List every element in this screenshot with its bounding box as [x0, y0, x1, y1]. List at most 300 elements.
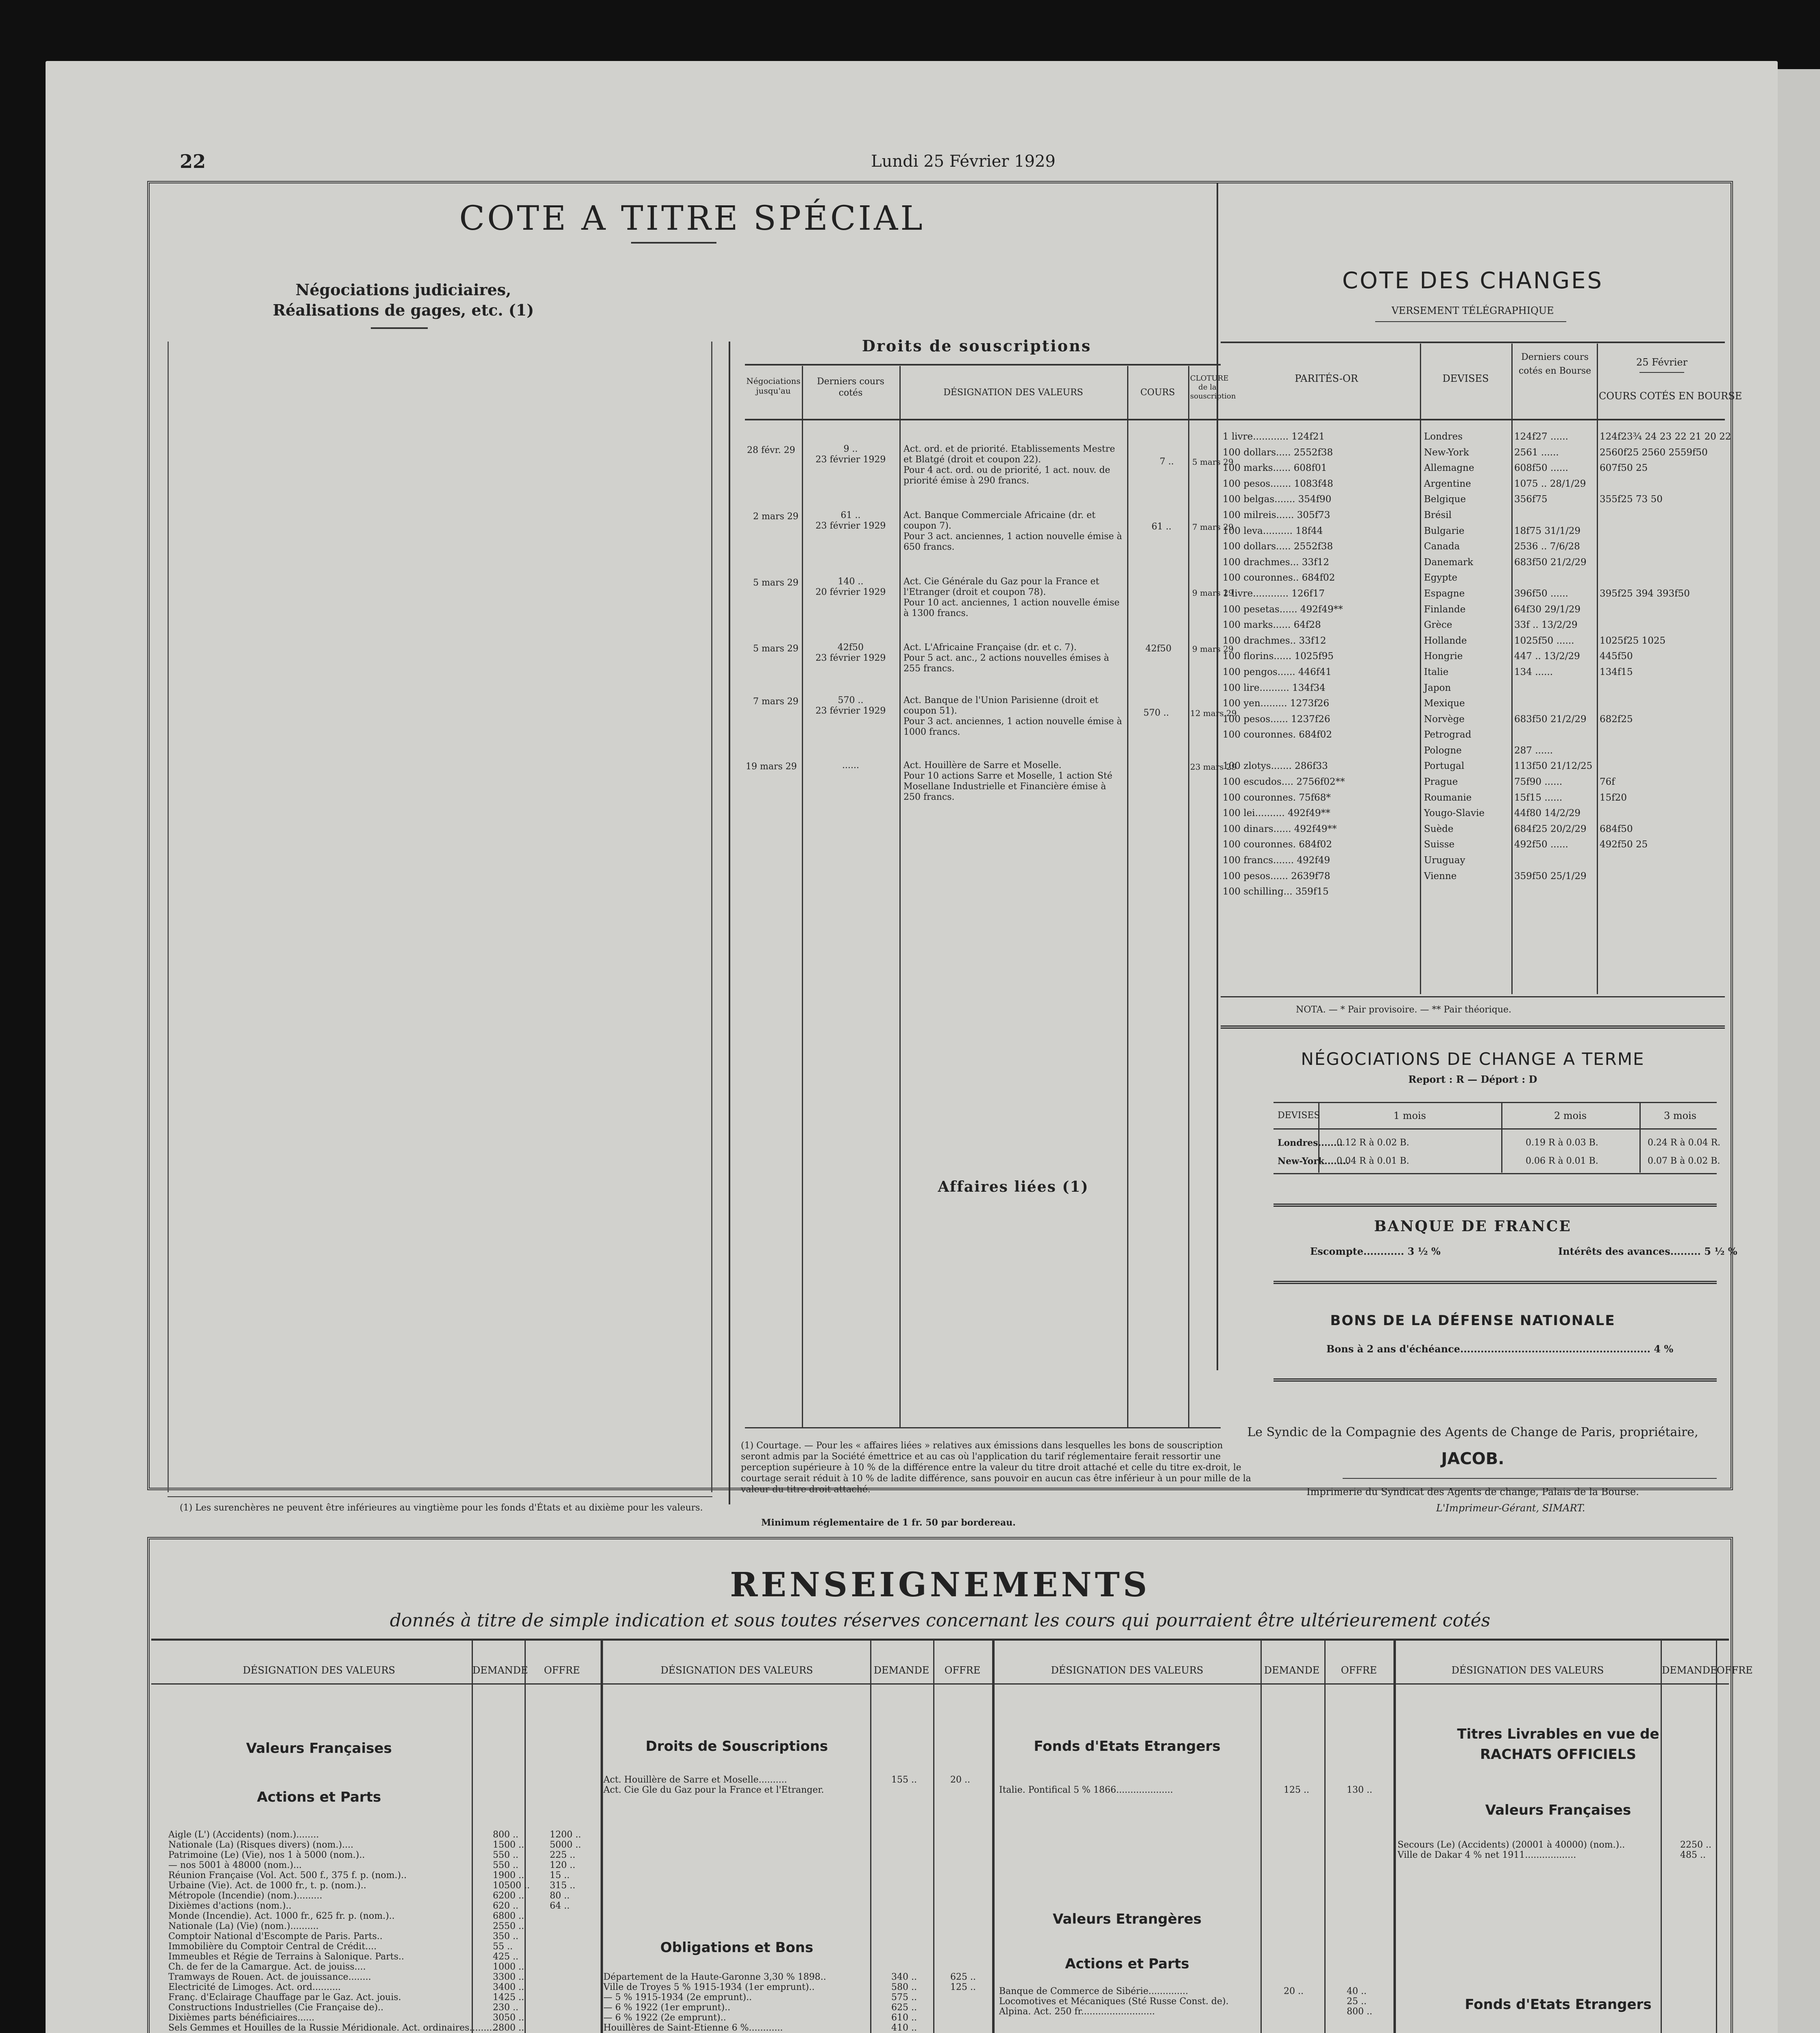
droits-row-date: 28 févr. 29 [747, 445, 795, 455]
changes-cell: 33f .. 13/2/29 [1514, 620, 1578, 631]
rens-item: Secours (Le) (Accidents) (20001 à 40000) (nom.).. [1398, 1840, 1625, 1850]
changes-cell: 684f50 [1600, 823, 1633, 834]
rens-demande: 155 .. [891, 1775, 917, 1785]
rens-h-offre: OFFRE [1717, 1665, 1753, 1676]
rens-demande: 425 .. [493, 1952, 518, 1962]
droits-row-date: 19 mars 29 [746, 762, 797, 772]
changes-cell: New-York [1424, 447, 1469, 458]
rens-item: Monde (Incendie). Act. 1000 fr., 625 fr. p. (nom.).. [168, 1911, 395, 1921]
changes-cell: 1075 .. 28/1/29 [1514, 478, 1586, 489]
changes-cell: 682f25 [1600, 714, 1633, 725]
changes-cell: 2536 .. 7/6/28 [1514, 541, 1580, 552]
rens-offre: 5000 .. [550, 1840, 581, 1850]
changes-cell: 100 pesos...... 2639f78 [1223, 871, 1330, 882]
rens-item: Electricité de Limoges. Act. ord.......... [168, 1982, 341, 1992]
changes-cell: Espagne [1424, 588, 1465, 599]
terme-row-value: 0.24 R à 0.04 R. [1648, 1138, 1721, 1148]
rens-demande: 230 .. [493, 2003, 518, 2013]
changes-cell: 113f50 21/12/25 [1514, 761, 1593, 772]
rens-col-rule [601, 1641, 603, 2033]
changes-h-devises: DEVISES [1442, 373, 1489, 384]
changes-devises-column [1424, 429, 1509, 900]
droits-row-cours: 42f50 [1145, 644, 1172, 654]
rens-offre: 125 .. [950, 1982, 976, 1992]
courtage-rule [745, 1427, 1221, 1428]
rens-item: Urbaine (Vie). Act. de 1000 fr., t. p. (nom.).. [168, 1881, 366, 1891]
rens-demande: 800 .. [493, 1830, 518, 1840]
droits-title: Droits de souscriptions [862, 337, 1092, 355]
changes-cell: Yougo-Slavie [1424, 808, 1485, 819]
changes-sub-rule [1375, 321, 1566, 322]
changes-cell: 100 escudos.... 2756f02** [1223, 777, 1345, 788]
changes-col-rule [1511, 344, 1513, 994]
rens-offre: 64 .. [550, 1901, 570, 1911]
changes-cell [1600, 743, 1724, 759]
rens-demande: 620 .. [493, 1901, 518, 1911]
terme-col-rule [1639, 1103, 1641, 1173]
rens-col3-items [999, 1785, 1259, 1795]
changes-cell [1600, 539, 1724, 555]
rens-col4-h2: Valeurs Françaises [1485, 1802, 1631, 1818]
changes-cell: 395f25 394 393f50 [1600, 588, 1690, 599]
rens-col2-demande [891, 1775, 930, 1785]
droits-h-cours: COURS [1140, 387, 1175, 398]
droits-row-close: 5 mars 29 [1192, 457, 1234, 467]
terme-col-rule [1501, 1103, 1502, 1173]
changes-cell [1600, 617, 1724, 633]
changes-head-top [1221, 342, 1725, 343]
terme-row-value: 0.04 R à 0.01 B. [1337, 1156, 1409, 1166]
rens-h-demande: DEMANDE [1264, 1665, 1320, 1676]
changes-date-rule [1639, 372, 1684, 373]
droits-row-date: 5 mars 29 [753, 644, 799, 654]
rens-demande: 485 .. [1680, 1850, 1706, 1860]
changes-cell: 100 dollars..... 2552f38 [1223, 541, 1333, 552]
rens-offre: 800 .. [1347, 2007, 1372, 2017]
changes-title: COTE DES CHANGES [1342, 268, 1604, 294]
droits-h-close: CLOTURE de la souscription [1190, 374, 1236, 401]
rens-offre: 40 .. [1347, 1986, 1367, 1996]
changes-cell: 684f25 20/2/29 [1514, 823, 1587, 834]
rens-offre: 120 .. [550, 1860, 575, 1870]
changes-cell [1600, 884, 1724, 900]
terme-h-devises: DEVISES [1278, 1110, 1320, 1121]
rens-col1-items [168, 1830, 498, 2033]
droits-row-last: ...... [842, 760, 859, 771]
syndic-top-rule [1274, 1378, 1717, 1382]
terme-table-top [1274, 1102, 1717, 1103]
rens-offre: 625 .. [950, 1972, 976, 1982]
rens-item: Comptoir National d'Escompte de Paris. Parts.. [168, 1931, 383, 1942]
rens-item: Franç. d'Eclairage Chauffage par le Gaz. Act. jouis. [168, 1992, 401, 2003]
droits-row-desig: Act. ord. et de priorité. Etablissements Mestre et Blatgé (droit et coupon 22). Pour 4 act. ord. ou de priorité, 1 act. nouv. de priorité émise à 290 francs. [903, 444, 1115, 486]
syndic-name: JACOB. [1441, 1450, 1504, 1468]
syndic-rule [1343, 1478, 1717, 1479]
changes-cell: 100 zlotys....... 286f33 [1223, 761, 1328, 772]
changes-cell [1514, 884, 1596, 900]
judiciaires-footnote: (1) Les surenchères ne peuvent être inférieures au vingtième pour les fonds d'États et au dixième pour les valeurs. [180, 1503, 703, 1513]
droits-h-last: Derniers cours cotés [817, 377, 884, 398]
changes-derniers-column [1514, 429, 1596, 900]
terme-row-value: 0.06 R à 0.01 B. [1526, 1156, 1598, 1166]
rens-demande: 20 .. [1284, 1986, 1304, 1996]
rens-item: — 6 % 1922 (2e emprunt).. [603, 2013, 726, 2023]
rens-item: Ville de Troyes 5 % 1915-1934 (1er emprunt).. [603, 1982, 815, 1992]
droits-row-last: 570 .. 23 février 1929 [815, 695, 886, 716]
rens-demande: 1000 .. [493, 1962, 524, 1972]
next-page-edge [1778, 69, 1820, 2033]
changes-cell: Canada [1424, 541, 1460, 552]
changes-cell: Danemark [1424, 557, 1474, 568]
title-rule [631, 242, 716, 244]
droits-row-date: 7 mars 29 [753, 697, 799, 707]
rens-item: Banque de Commerce de Sibérie.............. [999, 1986, 1189, 1996]
changes-cell: 100 lei.......... 492f49** [1223, 808, 1330, 819]
changes-cell: 134f15 [1600, 666, 1633, 677]
rens-demande: 1900 .. [493, 1870, 524, 1881]
rens-col-rule [992, 1641, 995, 2033]
rens-col3-h2: Valeurs Etrangères [1052, 1911, 1202, 1927]
changes-cell: 100 drachmes... 33f12 [1223, 557, 1329, 568]
rens-demande: 55 .. [493, 1942, 513, 1952]
changes-cell: Petrograd [1424, 729, 1472, 740]
rens-col3-h1: Fonds d'Etats Etrangers [1034, 1738, 1221, 1754]
droits-row-close: 12 mars 29 [1190, 708, 1237, 718]
changes-cell [1600, 758, 1724, 774]
nota-rule [1221, 996, 1725, 997]
judiciaires-rule [371, 327, 428, 329]
changes-cell: Vienne [1424, 871, 1457, 882]
changes-cell: Uruguay [1424, 855, 1465, 866]
rens-item: Act. Cie Gle du Gaz pour la France et l'Etranger. [603, 1785, 824, 1795]
changes-cell: 608f50 ...... [1514, 463, 1568, 474]
rens-item: Dixièmes d'actions (nom.).. [168, 1901, 292, 1911]
rens-item: Immobilière du Comptoir Central de Crédit.... [168, 1942, 377, 1952]
changes-cell: 100 pesos...... 1237f26 [1223, 714, 1330, 725]
droits-row-cours: 61 .. [1152, 522, 1171, 532]
changes-cell: 1025f25 1025 [1600, 635, 1666, 646]
droits-row-close: 7 mars 29 [1192, 522, 1234, 532]
terme-h-3mois: 3 mois [1663, 1110, 1697, 1121]
changes-cell: 100 couronnes.. 684f02 [1223, 572, 1335, 583]
courtage-minimum: Minimum réglementaire de 1 fr. 50 par bordereau. [761, 1517, 1016, 1528]
rens-col3-offre2 [1347, 1986, 1387, 2017]
changes-cell: 100 schilling... 359f15 [1223, 886, 1329, 897]
rens-col-rule [870, 1641, 871, 2033]
rens-col4-demande [1680, 1840, 1713, 1860]
droits-row-desig: Act. Cie Générale du Gaz pour la France et l'Etranger (droit et coupon 78). Pour 10 act. anciennes, 1 action nouvelle émise à 1300 francs. [903, 577, 1120, 618]
changes-cell: 100 leva.......... 18f44 [1223, 525, 1323, 536]
changes-cell: 100 francs....... 492f49 [1223, 855, 1330, 866]
rens-demande: 550 .. [493, 1860, 518, 1870]
changes-cours-column [1600, 429, 1731, 900]
changes-cell [1514, 680, 1596, 696]
affaires-liees-title: Affaires liées (1) [938, 1178, 1089, 1195]
changes-cell: 396f50 ...... [1514, 588, 1568, 599]
changes-cell: Suisse [1424, 839, 1455, 850]
judiciaires-panel [168, 342, 712, 1492]
changes-cell: 44f80 14/2/29 [1514, 808, 1581, 819]
rens-col1-h2: Actions et Parts [257, 1789, 381, 1805]
changes-cell: 1025f50 ...... [1514, 635, 1574, 646]
terme-table-bottom [1274, 1173, 1717, 1174]
changes-cell: Suède [1424, 823, 1454, 834]
changes-cell: 683f50 21/2/29 [1514, 714, 1587, 725]
rens-col2-demande2 [891, 1972, 930, 2033]
changes-cell [1514, 696, 1596, 712]
judiciaires-line1: Négociations judiciaires, [295, 281, 512, 299]
rens-h-offre: OFFRE [944, 1665, 981, 1676]
rens-item: Aigle (L') (Accidents) (nom.)........ [168, 1830, 319, 1840]
changes-cell: Mexique [1424, 698, 1465, 709]
rens-col3-demande [1284, 1785, 1320, 1795]
rens-offre: 25 .. [1347, 1996, 1367, 2007]
rens-item: Act. Houillère de Sarre et Moselle.......... [603, 1775, 787, 1785]
changes-cell: 1 livre............ 124f21 [1223, 431, 1325, 442]
bons-top-rule [1274, 1281, 1717, 1284]
changes-cell: Allemagne [1424, 463, 1474, 474]
rens-h-demande: DEMANDE [1662, 1665, 1718, 1676]
terme-table-head [1274, 1128, 1717, 1130]
rens-item: Italie. Pontifical 5 % 1866.................... [999, 1785, 1173, 1795]
rens-demande: 3400 .. [493, 1982, 524, 1992]
changes-cell: Japon [1424, 682, 1451, 693]
changes-cell [1424, 884, 1509, 900]
rens-item: Dixièmes parts bénéficiaires...... [168, 2013, 315, 2023]
rens-item: Patrimoine (Le) (Vie), nos 1 à 5000 (nom.).. [168, 1850, 365, 1860]
changes-h-derniers: Derniers cours cotés en Bourse [1518, 352, 1591, 376]
terme-h-2mois: 2 mois [1554, 1110, 1587, 1121]
changes-cell: Bulgarie [1424, 525, 1465, 536]
changes-cell: Brésil [1424, 509, 1452, 520]
terme-subtitle: Report : R — Déport : D [1408, 1073, 1537, 1085]
syndic-line: Le Syndic de la Compagnie des Agents de Change de Paris, propriétaire, [1247, 1425, 1698, 1439]
rens-h-desig: DÉSIGNATION DES VALEURS [1451, 1665, 1604, 1676]
changes-cell: Norvège [1424, 714, 1465, 725]
changes-cell: 100 dinars...... 492f49** [1223, 823, 1337, 834]
terme-row-value: 0.12 R à 0.02 B. [1337, 1138, 1409, 1148]
rens-col-rule [1393, 1641, 1396, 2033]
droits-h-date: Négociations jusqu'au [746, 376, 801, 396]
changes-cell: 64f30 29/1/29 [1514, 604, 1581, 615]
bons-title: BONS DE LA DÉFENSE NATIONALE [1330, 1313, 1615, 1329]
changes-cell: 100 marks...... 64f28 [1223, 620, 1321, 631]
rens-item: Réunion Française (Vol. Act. 500 f., 375 f. p. (nom.).. [168, 1870, 407, 1881]
droits-head-top [745, 364, 1221, 366]
rens-col-rule [1661, 1641, 1662, 2033]
changes-cell: 18f75 31/1/29 [1514, 525, 1581, 536]
rens-col-rule [1261, 1641, 1262, 2033]
changes-subtitle: VERSEMENT TÉLÉGRAPHIQUE [1391, 305, 1554, 316]
changes-cell: 683f50 21/2/29 [1514, 557, 1587, 568]
changes-cell [1600, 570, 1724, 586]
droits-row-date: 2 mars 29 [753, 512, 799, 522]
changes-cell: Argentine [1424, 478, 1471, 489]
changes-cell: Roumanie [1424, 792, 1472, 803]
rens-col1-offre [550, 1830, 594, 1911]
gerant-line: L'Imprimeur-Gérant, SIMART. [1436, 1502, 1585, 1514]
rens-demande: 2800 .. [493, 2023, 524, 2033]
rens-demande: 550 .. [493, 1850, 518, 1860]
droits-row-last: 42f50 23 février 1929 [815, 642, 886, 663]
rens-offre: 20 .. [950, 1775, 970, 1785]
changes-h-cours: COURS COTÉS EN BOURSE [1599, 390, 1742, 402]
droits-row-last: 140 .. 20 février 1929 [815, 577, 886, 597]
rens-h-offre: OFFRE [1341, 1665, 1377, 1676]
newspaper-page [46, 61, 1778, 2033]
rens-col1-h1: Valeurs Françaises [246, 1740, 392, 1757]
changes-cell: 100 pengos...... 446f41 [1223, 666, 1332, 677]
rens-item: Immeubles et Régie de Terrains à Salonique. Parts.. [168, 1952, 404, 1962]
terme-row-label: Londres........ [1278, 1138, 1343, 1148]
droits-col-rule [1188, 366, 1189, 1427]
changes-cell [1600, 696, 1724, 712]
rens-item: Métropole (Incendie) (nom.)......... [168, 1891, 322, 1901]
changes-cell: 100 belgas....... 354f90 [1223, 494, 1332, 505]
rens-demande: 410 .. [891, 2023, 917, 2033]
changes-cell: 100 lire.......... 134f34 [1223, 682, 1326, 693]
rens-item: — 6 % 1922 (1er emprunt).. [603, 2003, 731, 2013]
changes-cell [1600, 602, 1724, 618]
rens-item: — nos 5001 à 48000 (nom.)... [168, 1860, 302, 1870]
droits-col-rule [899, 366, 901, 1427]
changes-cell [1600, 507, 1724, 523]
droits-col-rule [802, 366, 803, 1427]
rens-col-rule [472, 1641, 473, 2033]
changes-cell: 100 couronnes. 684f02 [1223, 729, 1332, 740]
changes-cell: Egypte [1424, 572, 1458, 583]
droits-col-rule [1127, 366, 1128, 1427]
banque-title: BANQUE DE FRANCE [1374, 1218, 1572, 1235]
changes-cell: 100 couronnes. 684f02 [1223, 839, 1332, 850]
rens-h-demande: DEMANDE [472, 1665, 528, 1676]
changes-col-rule [1597, 344, 1598, 994]
rens-demande: 575 .. [891, 1992, 917, 2003]
changes-cell: Belgique [1424, 494, 1466, 505]
rens-item: Houillères de Saint-Etienne 6 %............ [603, 2023, 783, 2033]
rens-col2-h2: Obligations et Bons [660, 1939, 814, 1956]
changes-cell: 356f75 [1514, 494, 1548, 505]
rens-demande: 2250 .. [1680, 1840, 1711, 1850]
rens-item: Ch. de fer de la Camargue. Act. de jouiss.... [168, 1962, 366, 1972]
changes-cell: 15f15 ...... [1514, 792, 1563, 803]
changes-cell: 100 milreis...... 305f73 [1223, 509, 1330, 520]
rens-item: — 5 % 1915-1934 (2e emprunt).. [603, 1992, 752, 2003]
droits-row-last: 61 .. 23 février 1929 [815, 510, 886, 531]
changes-cell: 100 pesetas...... 492f49** [1223, 604, 1343, 615]
rens-item: Tramways de Rouen. Act. de jouissance........ [168, 1972, 371, 1982]
rens-item: Département de la Haute-Garonne 3,30 % 1898.. [603, 1972, 826, 1982]
terme-top-rule [1221, 1025, 1725, 1029]
terme-row-label: New-York........ [1278, 1156, 1350, 1167]
changes-cell: Portugal [1424, 761, 1465, 772]
page-number: 22 [180, 150, 206, 172]
droits-row-desig: Act. Houillère de Sarre et Moselle. Pour 10 actions Sarre et Moselle, 1 action Sté Mosellane Industrielle et Financière émise à 250 francs. [903, 760, 1112, 802]
droits-row-desig: Act. L'Africaine Française (dr. et c. 7). Pour 5 act. anc., 2 actions nouvelles émises à 255 francs. [903, 642, 1109, 674]
rens-item: Ville de Dakar 4 % net 1911.................. [1398, 1850, 1576, 1860]
rens-demande: 1500 .. [493, 1840, 524, 1850]
rens-demande: 2550 .. [493, 1921, 524, 1931]
changes-cell: 492f50 25 [1600, 839, 1648, 850]
changes-cell [1600, 805, 1724, 821]
changes-cell: 100 marks...... 608f01 [1223, 463, 1327, 474]
changes-parites-column [1223, 429, 1418, 900]
changes-cell: Italie [1424, 666, 1449, 677]
changes-cell [1600, 476, 1724, 492]
changes-h-parites: PARITÉS-OR [1295, 373, 1358, 384]
rens-col3-h3: Actions et Parts [1065, 1956, 1189, 1972]
changes-cell: 355f25 73 50 [1600, 494, 1663, 505]
changes-cell [1514, 570, 1596, 586]
judiciaires-line2: Réalisations de gages, etc. (1) [272, 301, 534, 319]
changes-cell: 2560f25 2560 2559f50 [1600, 447, 1708, 458]
cote-special-title: COTE A TITRE SPÉCIAL [459, 199, 925, 238]
rens-demande: 3050 .. [493, 2013, 524, 2023]
renseignements-subtitle: donnés à titre de simple indication et sous toutes réserves concernant les cours qui pourraient être ultérieurement cotés [390, 1610, 1491, 1631]
changes-cell: 492f50 ...... [1514, 839, 1568, 850]
changes-cell [1514, 853, 1596, 868]
changes-cell: Grèce [1424, 620, 1452, 631]
rens-item: Locomotives et Mécaniques (Sté Russe Const. de). [999, 1996, 1229, 2007]
rens-demande: 10500 .. [493, 1881, 530, 1891]
changes-head-bottom [1221, 419, 1725, 420]
rens-demande: 125 .. [1284, 1785, 1309, 1795]
rens-col2-h1: Droits de Souscriptions [645, 1738, 828, 1754]
changes-cell: 100 drachmes.. 33f12 [1223, 635, 1326, 646]
rens-offre: 130 .. [1347, 1785, 1372, 1795]
droits-head-bottom [745, 419, 1221, 420]
droits-left-rule [729, 342, 730, 1504]
changes-cell: 124f23¾ 24 23 22 21 20 22 [1600, 431, 1731, 442]
rens-col-rule [1324, 1641, 1326, 2033]
rens-col2-offre [950, 1775, 989, 1785]
changes-cell [1600, 868, 1724, 884]
changes-h-date: 25 Février [1636, 357, 1688, 368]
rens-demande: 3300 .. [493, 1972, 524, 1982]
changes-cell: 15f20 [1600, 792, 1627, 803]
changes-cell: 134 ...... [1514, 666, 1553, 677]
changes-cell: 2561 ...... [1514, 447, 1559, 458]
droits-row-close: 9 mars 29 [1192, 588, 1234, 598]
rens-head-bottom [151, 1683, 1729, 1685]
banque-top-rule [1274, 1204, 1717, 1207]
changes-cell: 100 yen......... 1273f26 [1223, 698, 1330, 709]
changes-cell [1514, 507, 1596, 523]
rens-col-rule [1716, 1641, 1717, 2033]
rens-item: Sels Gemmes et Houilles de la Russie Méridionale. Act. ordinaires.......... [168, 2023, 498, 2033]
changes-cell: 76f [1600, 777, 1615, 788]
banque-escompte: Escompte............ 3 ½ % [1310, 1245, 1441, 1257]
bons-line: Bons à 2 ans d'échéance........................................................ 4 % [1326, 1343, 1674, 1355]
rens-h-desig: DÉSIGNATION DES VALEURS [243, 1665, 395, 1676]
rens-col2-items2 [603, 1972, 870, 2033]
rens-demande: 350 .. [493, 1931, 518, 1942]
changes-cell: 100 dollars..... 2552f38 [1223, 447, 1333, 458]
changes-cell: Hongrie [1424, 651, 1463, 662]
rens-col3-offre [1347, 1785, 1387, 1795]
rens-col-rule [525, 1641, 526, 2033]
changes-cell: 75f90 ...... [1514, 777, 1563, 788]
rens-head-top [151, 1639, 1729, 1641]
changes-cell: Pologne [1424, 745, 1462, 756]
imprimerie-line: Imprimerie du Syndicat des Agents de change, Palais de la Bourse. [1306, 1486, 1639, 1498]
judiciaires-foot-rule [168, 1496, 712, 1497]
droits-row-desig: Act. Banque Commerciale Africaine (dr. et coupon 7). Pour 3 act. anciennes, 1 action nouvelle émise à 650 francs. [903, 510, 1122, 552]
rens-col-rule [933, 1641, 934, 2033]
changes-cell: 1 livre............ 126f17 [1223, 588, 1325, 599]
rens-demande: 6800 .. [493, 1911, 524, 1921]
changes-cell: 124f27 ...... [1514, 431, 1568, 442]
